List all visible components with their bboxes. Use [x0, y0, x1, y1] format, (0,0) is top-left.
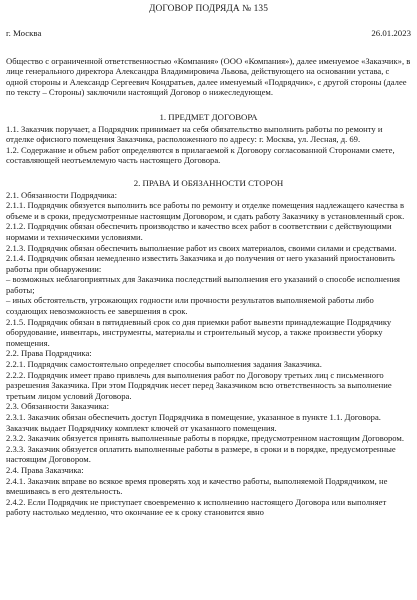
clause-2-4: 2.4. Права Заказчика:: [6, 464, 84, 475]
clause-2-1-4: 2.1.4. Подрядчик обязан немедленно известить Заказчика и до получения от него указаний приостановить работы при обнаружении:: [6, 253, 395, 274]
clause-1-1: 1.1. Заказчик поручает, а Подрядчик принимает на себя обязательство выполнить работы по ремонту и отделке офисного помещения Заказчика, расположенного по адресу: г. Москва, ул. Лесная, д. 69.: [6, 123, 383, 145]
clause-2-3-3: 2.3.3. Заказчик обязуется оплатить выполненные работы в размере, в сроки и в порядке, предусмотренные настоящим Договором.: [6, 443, 396, 465]
document-title: ДОГОВОР ПОДРЯДА № 135: [148, 4, 268, 14]
clause-2-1-3: 2.1.3. Подрядчик обязан обеспечить выполнение работ из своих материалов, своими силами и средствами.: [6, 242, 397, 253]
clause-2-3-1: 2.3.1. Заказчик обязан обеспечить доступ Подрядчика в помещение, указанное в пункте 1.1. Договора. Заказчик выдает Подрядчику комплект ключей от указанного помещения.: [6, 412, 381, 433]
clause-2-2-1: 2.2.1. Подрядчик самостоятельно определяет способы выполнения задания Заказчика.: [6, 359, 322, 370]
clause-2-1-1: 2.1.1. Подрядчик обязуется выполнить все работы по ремонту и отделке помещения надлежащего качества в объеме и в сроки, предусмотренные настоящим Договором, и сдать работу Заказчику в установленный срок.: [6, 200, 405, 221]
clause-2-2: 2.2. Права Подрядчика:: [6, 348, 92, 359]
section-2-title: 2. ПРАВА И ОБЯЗАННОСТИ СТОРОН: [133, 177, 284, 188]
clause-2-3-2: 2.3.2. Заказчик обязуется принять выполненные работы в порядке, предусмотренном настоящим Договором.: [6, 433, 405, 444]
clause-2-3: 2.3. Обязанности Заказчика:: [6, 401, 109, 412]
clause-2-4-2: 2.4.2. Если Подрядчик не приступает своевременно к исполнению настоящего Договора или выполняет работу настолько медленно, что окончание ее к сроку становится явно: [6, 496, 387, 518]
clause-2-1-4-dash-1: – возможных неблагоприятных для Заказчика последствий выполнения его указаний о способе исполнения работы;: [6, 274, 400, 295]
city: г. Москва: [6, 28, 42, 38]
intro-paragraph: Общество с ограниченной ответственностью «Компания» (ООО «Компания»), далее именуемое «Заказчик», в лице генерального директора Александра Владимировича Львова, действующего на основании устава, с одной стороны и Александр Сергеевич Кондратьев, далее именуемый «Подрядчик», с другой стороны (далее по тексту – Стороны) заключили настоящий Договор о нижеследующем.: [6, 55, 411, 98]
clause-1-2: 1.2. Содержание и объем работ определяются в прилагаемой к Договору согласованной Сторонами смете, составляющей неотъемлемую часть настоящего Договора.: [6, 144, 395, 166]
date: 26.01.2023: [371, 28, 411, 38]
clause-2-1-4-dash-2: – иных обстоятельств, угрожающих годности или прочности результатов выполняемой работы либо создающих невозможность ее завершения в срок.: [6, 295, 374, 317]
clause-2-4-1: 2.4.1. Заказчик вправе во всякое время проверять ход и качество работы, выполняемой Подрядчиком, не вмешиваясь в его деятельность.: [6, 475, 388, 497]
city-date-line: [6, 28, 411, 39]
clause-2-1: 2.1. Обязанности Подрядчика:: [6, 189, 118, 200]
clause-2-1-5: 2.1.5. Подрядчик обязан в пятидневный срок со дня приемки работ вывезти принадлежащие Подрядчику оборудование, инвентарь, инструменты, материалы и строительный мусор, а также произвести уборку помещения.: [6, 316, 392, 348]
clause-2-2-2: 2.2.2. Подрядчик имеет право привлечь для выполнения работ по Договору третьих лиц с письменного разрешения Заказчика. При этом Подрядчик несет перед Заказчиком всю ответственность за выполнение третьим лицом условий Договора.: [6, 369, 392, 401]
clause-2-1-2: 2.1.2. Подрядчик обязан обеспечить производство и качество всех работ в соответствии с действующими нормами и техническими условиями.: [6, 221, 392, 242]
section-1-title: 1. ПРЕДМЕТ ДОГОВОРА: [159, 111, 258, 122]
